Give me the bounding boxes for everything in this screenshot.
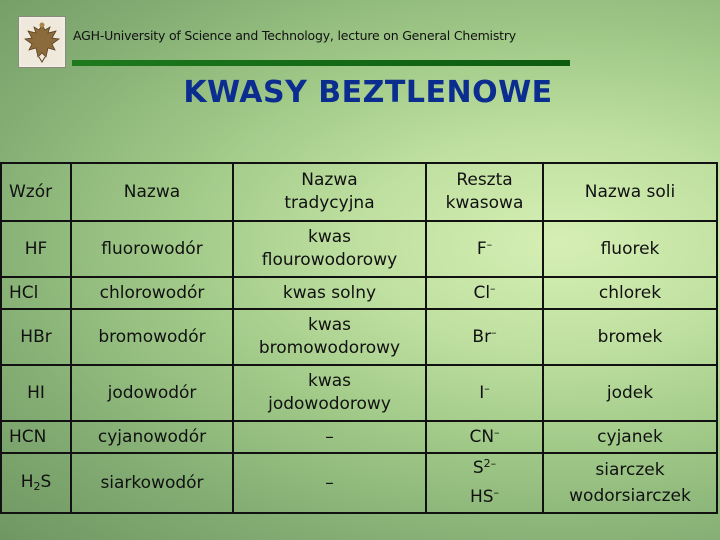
table-header-row [1, 163, 717, 221]
formula-cell: HCl [1, 277, 71, 309]
table-row [1, 453, 717, 513]
residue-line1 [431, 454, 538, 483]
traditional-name-cell: kwas solny [233, 277, 426, 309]
residue-cell [426, 421, 543, 453]
table-row [1, 421, 717, 453]
salt-line2: wodorsiarczek [569, 486, 691, 506]
formula-subscript: 2 [33, 480, 41, 494]
residue-cell [426, 453, 543, 513]
header-traditional-line1: Nazwa [301, 170, 358, 191]
traditional-line1: kwas [307, 371, 352, 392]
header-name: Nazwa [71, 163, 233, 221]
formula-cell: HBr [1, 309, 71, 365]
traditional-name-cell [233, 365, 426, 421]
residue-ion: HS [469, 487, 494, 507]
residue-ion: Br [472, 326, 492, 347]
header-traditional-line2: tradycyjna [284, 193, 375, 213]
header-institution: AGH-University of Science and Technology, lecture on General Chemistry [73, 28, 516, 43]
name-cell: chlorowodór [71, 277, 233, 309]
formula-cell: HCN [1, 421, 71, 453]
traditional-line1: kwas [307, 315, 352, 336]
header-residue-line1: Reszta [456, 170, 513, 191]
name-cell: siarkowodór [71, 453, 233, 513]
traditional-name-cell: – [233, 421, 426, 453]
residue-cell [426, 365, 543, 421]
table-row [1, 277, 717, 309]
residue-ion: I [479, 382, 485, 403]
formula-cell: HI [1, 365, 71, 421]
formula-tail: S [40, 472, 52, 493]
university-logo [18, 16, 66, 68]
acids-table [0, 162, 718, 514]
table-row [1, 365, 717, 421]
header-salt-name: Nazwa soli [543, 163, 717, 221]
residue-line2 [431, 483, 538, 512]
salt-cell: cyjanek [543, 421, 717, 453]
name-cell: bromowodór [71, 309, 233, 365]
residue-cell [426, 221, 543, 277]
residue-ion: S [472, 458, 484, 479]
residue-cell [426, 309, 543, 365]
formula-main: H [20, 472, 34, 493]
salt-cell: bromek [543, 309, 717, 365]
header-residue-line2: kwasowa [445, 193, 524, 213]
residue-charge: – [484, 381, 490, 395]
salt-cell [543, 453, 717, 513]
traditional-line2: jodowodorowy [268, 394, 391, 414]
name-cell: jodowodór [71, 365, 233, 421]
salt-cell: fluorek [543, 221, 717, 277]
residue-ion: CN [469, 426, 495, 447]
header-formula: Wzór [1, 163, 71, 221]
salt-cell: chlorek [543, 277, 717, 309]
header-divider [72, 60, 570, 66]
residue-cell [426, 277, 543, 309]
name-cell: fluorowodór [71, 221, 233, 277]
traditional-line1: kwas [307, 227, 352, 248]
table-row [1, 309, 717, 365]
traditional-line2: flourowodorowy [261, 250, 398, 270]
residue-charge: – [494, 425, 500, 439]
traditional-line2: bromowodorowy [258, 338, 401, 358]
residue-ion: Cl [473, 282, 491, 303]
name-cell: cyjanowodór [71, 421, 233, 453]
header-traditional-name [233, 163, 426, 221]
residue-ion: F [476, 238, 487, 259]
table-row [1, 221, 717, 277]
header-acid-residue [426, 163, 543, 221]
traditional-name-cell [233, 309, 426, 365]
salt-cell: jodek [543, 365, 717, 421]
residue-charge: 2– [483, 457, 497, 471]
salt-line1: siarczek [595, 459, 665, 480]
residue-charge: – [486, 237, 493, 251]
traditional-name-cell [233, 221, 426, 277]
formula-cell: HF [1, 221, 71, 277]
formula-cell [1, 453, 71, 513]
traditional-name-cell: – [233, 453, 426, 513]
residue-charge: – [493, 486, 500, 499]
residue-charge: – [491, 325, 497, 339]
page-title: KWASY BEZTLENOWE [183, 75, 553, 110]
residue-charge: – [490, 281, 496, 295]
eagle-crest-icon [19, 17, 65, 67]
